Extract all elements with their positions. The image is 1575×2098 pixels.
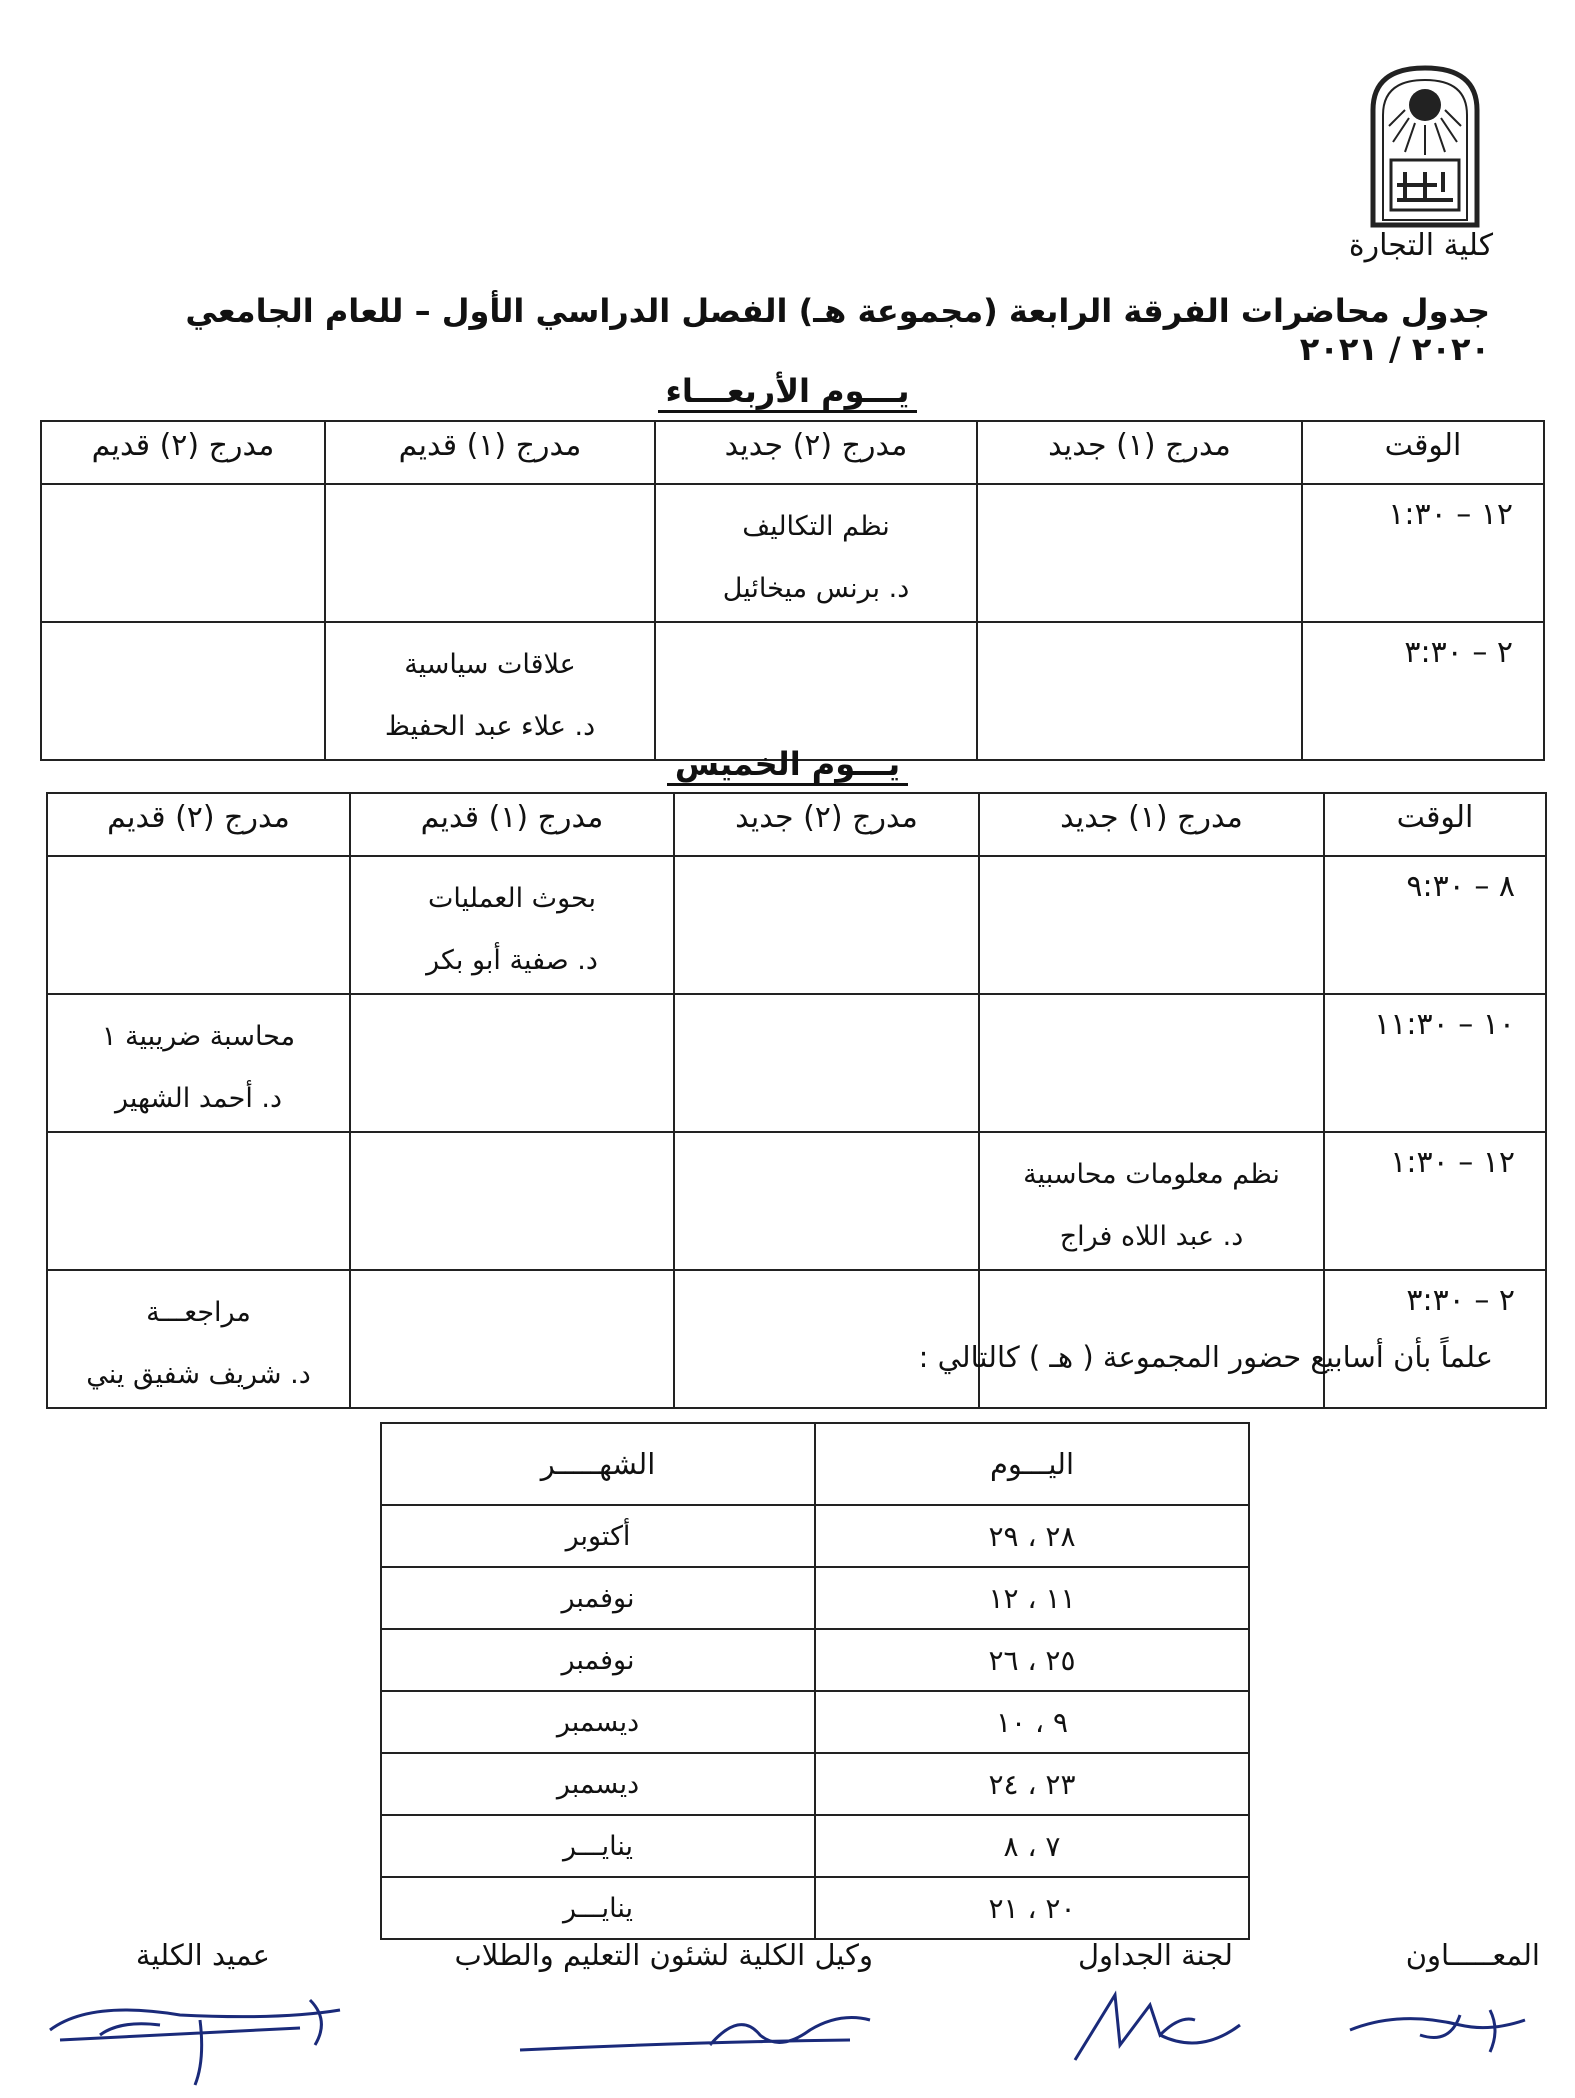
schedule-cell [674,1132,979,1270]
header-day: اليـــوم [815,1423,1249,1505]
signature-dean [40,1980,350,2090]
schedule-cell [47,856,350,994]
course-name: نظم معلومات محاسبية [1023,1159,1280,1190]
course-name: مراجعـــة [146,1297,251,1328]
month-cell: نوفمبر [381,1567,815,1629]
page-title: جدول محاضرات الفرقة الرابعة (مجموعة هـ) الفصل الدراسي الأول – للعام الجامعي ٢٠٢٠ / ٢٠٢١ [185,292,1490,368]
signature-label-committee: لجنة الجداول [1077,1938,1233,1972]
signature-label-vice-dean: وكيل الكلية لشئون التعليم والطلاب [454,1938,873,1972]
header-time: الوقت [1324,793,1546,856]
wednesday-table [40,420,1545,761]
days-cell: ٢٨ ، ٢٩ [815,1505,1249,1567]
schedule-cell [41,484,325,622]
schedule-cell [979,856,1324,994]
header-hall-2-old: مدرج (٢) قديم [47,793,350,856]
header-hall-1-old: مدرج (١) قديم [325,421,655,484]
schedule-cell [674,994,979,1132]
signature-label-dean: عميد الكلية [135,1938,270,1972]
schedule-cell [47,994,350,1132]
table-row [381,1505,1249,1567]
month-cell: ينايـــر [381,1877,815,1939]
table-row [381,1567,1249,1629]
time-cell: ٢ – ٣:٣٠ [1302,622,1544,760]
month-cell: أكتوبر [381,1505,815,1567]
table-row [47,1132,1546,1270]
time-cell: ٨ – ٩:٣٠ [1324,856,1546,994]
schedule-cell [979,1270,1324,1408]
schedule-cell [674,1270,979,1408]
table-header-row [381,1423,1249,1505]
schedule-cell [979,1132,1324,1270]
doctor-name: د. علاء عبد الحفيظ [384,711,596,742]
schedule-cell [979,994,1324,1132]
doctor-name: د. أحمد الشهير [114,1083,283,1114]
table-row [41,484,1544,622]
time-cell: ١٢ – ١:٣٠ [1302,484,1544,622]
thursday-table [46,792,1547,1409]
schedule-cell [655,622,977,760]
schedule-cell [350,856,674,994]
time-cell: ١٠ – ١١:٣٠ [1324,994,1546,1132]
header-hall-2-new: مدرج (٢) جديد [655,421,977,484]
signature-vice-dean [510,1990,890,2070]
header-hall-1-new: مدرج (١) جديد [979,793,1324,856]
course-name: بحوث العمليات [428,883,596,914]
table-row [381,1691,1249,1753]
wednesday-title: يـــوم الأربعـــاء [0,372,1575,410]
table-header-row [47,793,1546,856]
header-month: الشهـــــر [381,1423,815,1505]
days-cell: ٢٠ ، ٢١ [815,1877,1249,1939]
time-cell: ١٢ – ١:٣٠ [1324,1132,1546,1270]
month-cell: نوفمبر [381,1629,815,1691]
schedule-cell [674,856,979,994]
doctor-name: د. برنس ميخائيل [722,573,910,604]
header-hall-2-new: مدرج (٢) جديد [674,793,979,856]
schedule-cell [325,484,655,622]
days-cell: ٢٣ ، ٢٤ [815,1753,1249,1815]
thursday-title: يـــوم الخميس [0,745,1575,783]
days-cell: ٢٥ ، ٢٦ [815,1629,1249,1691]
signature-assistant [1340,1990,1540,2060]
table-row [381,1877,1249,1939]
days-cell: ١١ ، ١٢ [815,1567,1249,1629]
course-name: نظم التكاليف [742,511,890,542]
schedule-cell [41,622,325,760]
table-row [47,856,1546,994]
schedule-cell [325,622,655,760]
doctor-name: د. شريف شفيق يني [86,1359,311,1390]
schedule-cell [977,484,1302,622]
table-row [47,994,1546,1132]
schedule-cell [47,1270,350,1408]
attendance-weeks-table [380,1422,1250,1940]
header-time: الوقت [1302,421,1544,484]
schedule-cell [350,1270,674,1408]
days-cell: ٧ ، ٨ [815,1815,1249,1877]
table-row [381,1629,1249,1691]
time-cell: ٢ – ٣:٣٠ [1324,1270,1546,1408]
table-row [41,622,1544,760]
doctor-name: د. عبد اللاه فراج [1059,1221,1244,1252]
schedule-cell [977,622,1302,760]
month-cell: ديسمبر [381,1753,815,1815]
doctor-name: د. صفية أبو بكر [426,945,598,976]
faculty-name: كلية التجارة [1348,228,1493,263]
course-name: علاقات سياسية [404,649,576,680]
month-cell: ديسمبر [381,1691,815,1753]
table-row [381,1753,1249,1815]
schedule-cell [655,484,977,622]
schedule-cell [350,994,674,1132]
header-hall-1-new: مدرج (١) جديد [977,421,1302,484]
month-cell: ينايـــر [381,1815,815,1877]
attendance-note: علماً بأن أسابيع حضور المجموعة ( هـ ) كالتالي : [918,1340,1493,1374]
signature-committee [1060,1975,1250,2075]
course-name: محاسبة ضريبية ١ [101,1021,296,1052]
header-hall-1-old: مدرج (١) قديم [350,793,674,856]
signature-label-assistant: المعـــــاون [1405,1938,1540,1972]
table-row [47,1270,1546,1408]
university-logo [1365,60,1485,230]
schedule-cell [350,1132,674,1270]
table-header-row [41,421,1544,484]
schedule-cell [47,1132,350,1270]
header-hall-2-old: مدرج (٢) قديم [41,421,325,484]
table-row [381,1815,1249,1877]
days-cell: ٩ ، ١٠ [815,1691,1249,1753]
